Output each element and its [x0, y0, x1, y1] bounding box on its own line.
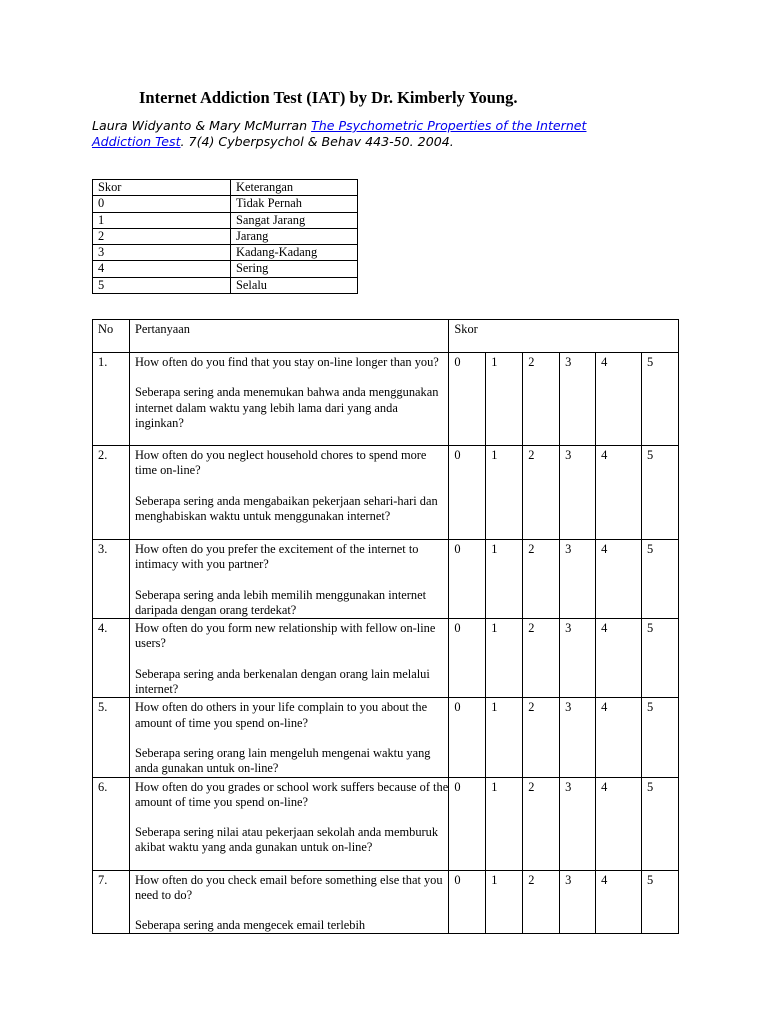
header-pertanyaan: Pertanyaan	[129, 320, 448, 353]
scale-keterangan: Kadang-Kadang	[231, 245, 358, 261]
scale-skor: 3	[93, 245, 231, 261]
score-option-1[interactable]: 1	[486, 353, 523, 446]
question-table	[92, 319, 679, 934]
score-option-5[interactable]: 5	[642, 446, 679, 540]
question-indonesian: Seberapa sering nilai atau pekerjaan sekolah anda memburuk akibat waktu yang anda gunakan untuk on-line?	[134, 825, 439, 855]
scale-row	[93, 245, 358, 261]
score-option-0[interactable]: 0	[449, 777, 486, 870]
question-cell	[129, 446, 448, 540]
question-indonesian: Seberapa sering anda mengabaikan pekerjaan sehari-hari dan menghabiskan waktu untuk menggunakan internet?	[134, 493, 438, 523]
document-title: Internet Addiction Test (IAT) by Dr. Kimberly Young.	[139, 88, 518, 107]
score-option-3[interactable]: 3	[560, 777, 596, 870]
scale-keterangan: Jarang	[231, 228, 358, 244]
score-option-5[interactable]: 5	[642, 870, 679, 934]
scale-header-keterangan: Keterangan	[231, 180, 358, 196]
scale-row	[93, 261, 358, 277]
score-option-3[interactable]: 3	[560, 619, 596, 698]
score-option-5[interactable]: 5	[642, 619, 679, 698]
question-number: 5.	[93, 698, 130, 777]
score-option-4[interactable]: 4	[596, 540, 642, 619]
score-option-1[interactable]: 1	[486, 870, 523, 934]
scale-skor: 0	[93, 196, 231, 212]
citation-authors: Laura Widyanto & Mary McMurran	[92, 118, 312, 133]
question-indonesian: Seberapa sering anda berkenalan dengan orang lain melalui internet?	[134, 666, 430, 697]
question-cell	[129, 777, 448, 870]
score-option-4[interactable]: 4	[596, 777, 642, 870]
question-cell	[129, 870, 448, 934]
score-option-4[interactable]: 4	[596, 870, 642, 934]
score-option-3[interactable]: 3	[560, 353, 596, 446]
question-english: How often do you grades or school work suffers because of the amount of time you spend on-line?	[134, 779, 449, 809]
question-english: How often do you check email before something else that you need to do?	[134, 872, 443, 902]
score-option-4[interactable]: 4	[596, 353, 642, 446]
score-option-0[interactable]: 0	[449, 619, 486, 698]
score-option-1[interactable]: 1	[486, 446, 523, 540]
score-option-4[interactable]: 4	[596, 446, 642, 540]
question-row	[93, 698, 679, 777]
question-header-row	[93, 320, 679, 353]
question-english: How often do you form new relationship with fellow on-line users?	[134, 621, 436, 651]
citation-link[interactable]: The Psychometric Properties of the Internet Addiction Test	[92, 118, 587, 149]
question-english: How often do you find that you stay on-line longer than you?	[134, 355, 439, 369]
score-option-0[interactable]: 0	[449, 540, 486, 619]
score-option-5[interactable]: 5	[642, 777, 679, 870]
question-row	[93, 777, 679, 870]
scale-row	[93, 277, 358, 293]
score-option-5[interactable]: 5	[642, 540, 679, 619]
scale-skor: 5	[93, 277, 231, 293]
score-option-4[interactable]: 4	[596, 698, 642, 777]
scale-header-row	[93, 180, 358, 196]
score-option-3[interactable]: 3	[560, 698, 596, 777]
scale-row	[93, 212, 358, 228]
citation-suffix: . 7(4) Cyberpsychol & Behav 443-50. 2004.	[180, 134, 454, 149]
score-option-3[interactable]: 3	[560, 870, 596, 934]
scale-row	[93, 228, 358, 244]
score-option-3[interactable]: 3	[560, 446, 596, 540]
score-option-2[interactable]: 2	[523, 777, 560, 870]
scale-keterangan: Sangat Jarang	[231, 212, 358, 228]
score-option-0[interactable]: 0	[449, 353, 486, 446]
question-number: 6.	[93, 777, 130, 870]
question-english: How often do you neglect household chores to spend more time on-line?	[134, 448, 427, 478]
question-number: 1.	[93, 353, 130, 446]
score-option-5[interactable]: 5	[642, 353, 679, 446]
question-row	[93, 870, 679, 934]
question-row	[93, 540, 679, 619]
question-indonesian: Seberapa sering anda lebih memilih menggunakan internet daripada dengan orang terdekat?	[134, 587, 427, 617]
score-option-1[interactable]: 1	[486, 698, 523, 777]
score-option-2[interactable]: 2	[523, 870, 560, 934]
question-cell	[129, 540, 448, 619]
question-row	[93, 353, 679, 446]
citation	[92, 118, 692, 150]
question-number: 4.	[93, 619, 130, 698]
question-english: How often do others in your life complain to you about the amount of time you spend on-line?	[134, 700, 428, 730]
question-rows	[93, 353, 679, 934]
score-option-5[interactable]: 5	[642, 698, 679, 777]
score-option-0[interactable]: 0	[449, 870, 486, 934]
score-option-2[interactable]: 2	[523, 446, 560, 540]
question-row	[93, 619, 679, 698]
question-indonesian: Seberapa sering anda menemukan bahwa anda menggunakan internet dalam waktu yang lebih lama dari yang anda inginkan?	[134, 385, 439, 430]
question-row	[93, 446, 679, 540]
question-number: 2.	[93, 446, 130, 540]
score-option-1[interactable]: 1	[486, 540, 523, 619]
question-indonesian: Seberapa sering anda mengecek email terlebih	[134, 918, 366, 933]
scale-header-skor: Skor	[93, 180, 231, 196]
question-number: 3.	[93, 540, 130, 619]
scale-skor: 2	[93, 228, 231, 244]
question-cell	[129, 619, 448, 698]
scale-keterangan: Sering	[231, 261, 358, 277]
question-indonesian: Seberapa sering orang lain mengeluh mengenai waktu yang anda gunakan untuk on-line?	[134, 745, 431, 776]
question-cell	[129, 353, 448, 446]
scale-keterangan: Selalu	[231, 277, 358, 293]
score-option-1[interactable]: 1	[486, 619, 523, 698]
question-number: 7.	[93, 870, 130, 934]
scale-keterangan: Tidak Pernah	[231, 196, 358, 212]
question-cell	[129, 698, 448, 777]
score-option-1[interactable]: 1	[486, 777, 523, 870]
score-option-0[interactable]: 0	[449, 446, 486, 540]
scale-table	[92, 179, 358, 294]
header-no: No	[93, 320, 130, 353]
scale-skor: 1	[93, 212, 231, 228]
header-skor: Skor	[449, 320, 679, 353]
score-option-0[interactable]: 0	[449, 698, 486, 777]
score-option-2[interactable]: 2	[523, 619, 560, 698]
scale-row	[93, 196, 358, 212]
score-option-4[interactable]: 4	[596, 619, 642, 698]
score-option-2[interactable]: 2	[523, 698, 560, 777]
score-option-2[interactable]: 2	[523, 353, 560, 446]
scale-skor: 4	[93, 261, 231, 277]
score-option-3[interactable]: 3	[560, 540, 596, 619]
question-english: How often do you prefer the excitement of the internet to intimacy with you partner?	[134, 542, 419, 572]
score-option-2[interactable]: 2	[523, 540, 560, 619]
